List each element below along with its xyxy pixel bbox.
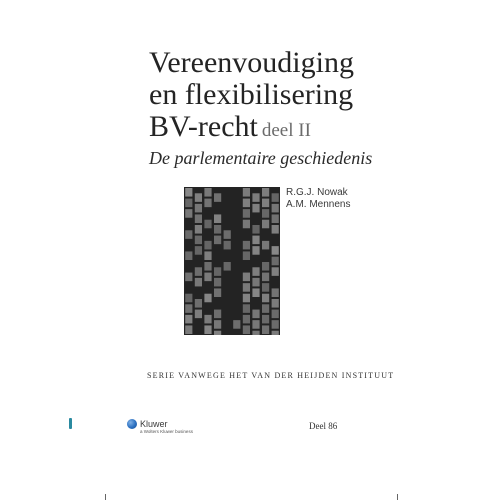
pattern-bar [272, 310, 279, 319]
pattern-bar [252, 204, 259, 213]
pattern-bar [252, 310, 259, 319]
pattern-bar [272, 204, 279, 213]
pattern-bar [195, 236, 202, 245]
pattern-bar [243, 273, 250, 282]
pattern-bar [272, 214, 279, 223]
pattern-bar [252, 331, 259, 335]
pattern-bar [262, 315, 269, 324]
pattern-bar [243, 251, 250, 260]
pattern-bar [204, 273, 211, 282]
pattern-bar [195, 225, 202, 234]
author-1: R.G.J. Nowak [286, 187, 348, 198]
pattern-bar [262, 325, 269, 334]
pattern-bar [185, 188, 192, 197]
pattern-bar [185, 199, 192, 208]
pattern-bar [204, 251, 211, 260]
pattern-bar [252, 288, 259, 297]
pattern-bar [272, 267, 279, 276]
pattern-bar [204, 220, 211, 229]
pattern-bar [214, 236, 221, 245]
crop-mark-right [397, 494, 398, 500]
pattern-bar [185, 230, 192, 239]
publisher-tagline: a Wolters Kluwer business [140, 429, 193, 434]
pattern-bar [243, 304, 250, 313]
pattern-bar [185, 315, 192, 324]
pattern-bar [252, 246, 259, 255]
pattern-bar [195, 193, 202, 202]
pattern-bar [195, 310, 202, 319]
pattern-bar [243, 315, 250, 324]
spine-mark [69, 418, 72, 429]
pattern-bar [262, 241, 269, 250]
pattern-bar [195, 299, 202, 308]
pattern-bar [262, 273, 269, 282]
pattern-bar [243, 283, 250, 292]
pattern-bar [204, 241, 211, 250]
pattern-bar [252, 320, 259, 329]
pattern-bar [272, 320, 279, 329]
pattern-bar [185, 209, 192, 218]
pattern-bar [272, 225, 279, 234]
book-title [149, 47, 469, 147]
pattern-bar [243, 294, 250, 303]
pattern-bar [204, 262, 211, 271]
pattern-bar [195, 204, 202, 213]
volume-label: deel II [261, 120, 311, 141]
pattern-bar [185, 273, 192, 282]
pattern-bar [262, 188, 269, 197]
pattern-bar [204, 315, 211, 324]
publisher-block [127, 419, 193, 435]
series-name: SERIE VANWEGE HET VAN DER HEIJDEN INSTITUUT [147, 371, 395, 380]
pattern-bar [243, 241, 250, 250]
pattern-bar [204, 325, 211, 334]
pattern-bar [214, 193, 221, 202]
pattern-bar [214, 225, 221, 234]
kluwer-globe-icon [127, 419, 137, 429]
pattern-bar [233, 320, 240, 329]
pattern-bar [262, 283, 269, 292]
pattern-bar [224, 241, 231, 250]
pattern-bar [224, 262, 231, 271]
pattern-bar [195, 246, 202, 255]
pattern-bar [243, 199, 250, 208]
publisher-name: Kluwer [140, 419, 168, 429]
pattern-bar [262, 294, 269, 303]
pattern-bar [252, 236, 259, 245]
pattern-bar [195, 214, 202, 223]
cover-pattern-image [184, 187, 280, 335]
publisher-logo-row [127, 419, 193, 429]
pattern-bar [214, 331, 221, 335]
pattern-bar [252, 225, 259, 234]
pattern-bar [224, 230, 231, 239]
pattern-bar [214, 288, 221, 297]
subtitle: De parlementaire geschiedenis [149, 148, 373, 168]
pattern-bar [262, 209, 269, 218]
pattern-bar [214, 278, 221, 287]
pattern-bar [185, 325, 192, 334]
pattern-bar [243, 220, 250, 229]
pattern-bar [272, 193, 279, 202]
volume-number: Deel 86 [309, 421, 338, 431]
title-line-3-text: BV-recht [149, 110, 258, 143]
title-line-2: en flexibilisering [149, 78, 354, 111]
pattern-bar [214, 214, 221, 223]
author-2: A.M. Mennens [286, 199, 351, 210]
pattern-bar [272, 331, 279, 335]
pattern-bar [214, 320, 221, 329]
pattern-bar [214, 267, 221, 276]
title-line-3 [149, 111, 469, 147]
title-line-1: Vereenvoudiging [149, 46, 354, 79]
pattern-bar [204, 188, 211, 197]
pattern-bar [252, 278, 259, 287]
pattern-bar [272, 257, 279, 266]
pattern-bar [204, 199, 211, 208]
pattern-bar [272, 299, 279, 308]
pattern-bar [243, 188, 250, 197]
pattern-bar [262, 199, 269, 208]
pattern-bar [252, 267, 259, 276]
pattern-bar [204, 294, 211, 303]
pattern-bar [272, 246, 279, 255]
authors [286, 187, 350, 211]
pattern-bar [185, 304, 192, 313]
pattern-bar [252, 193, 259, 202]
pattern-bar [243, 209, 250, 218]
pattern-bar [262, 304, 269, 313]
pattern-bar [214, 310, 221, 319]
pattern-bar [195, 267, 202, 276]
pattern-bar [185, 251, 192, 260]
crop-mark-left [105, 494, 106, 500]
pattern-bar [272, 288, 279, 297]
pattern-bar [262, 262, 269, 271]
pattern-bar [195, 278, 202, 287]
pattern-bar [262, 220, 269, 229]
pattern-bar [243, 325, 250, 334]
pattern-bar [185, 294, 192, 303]
